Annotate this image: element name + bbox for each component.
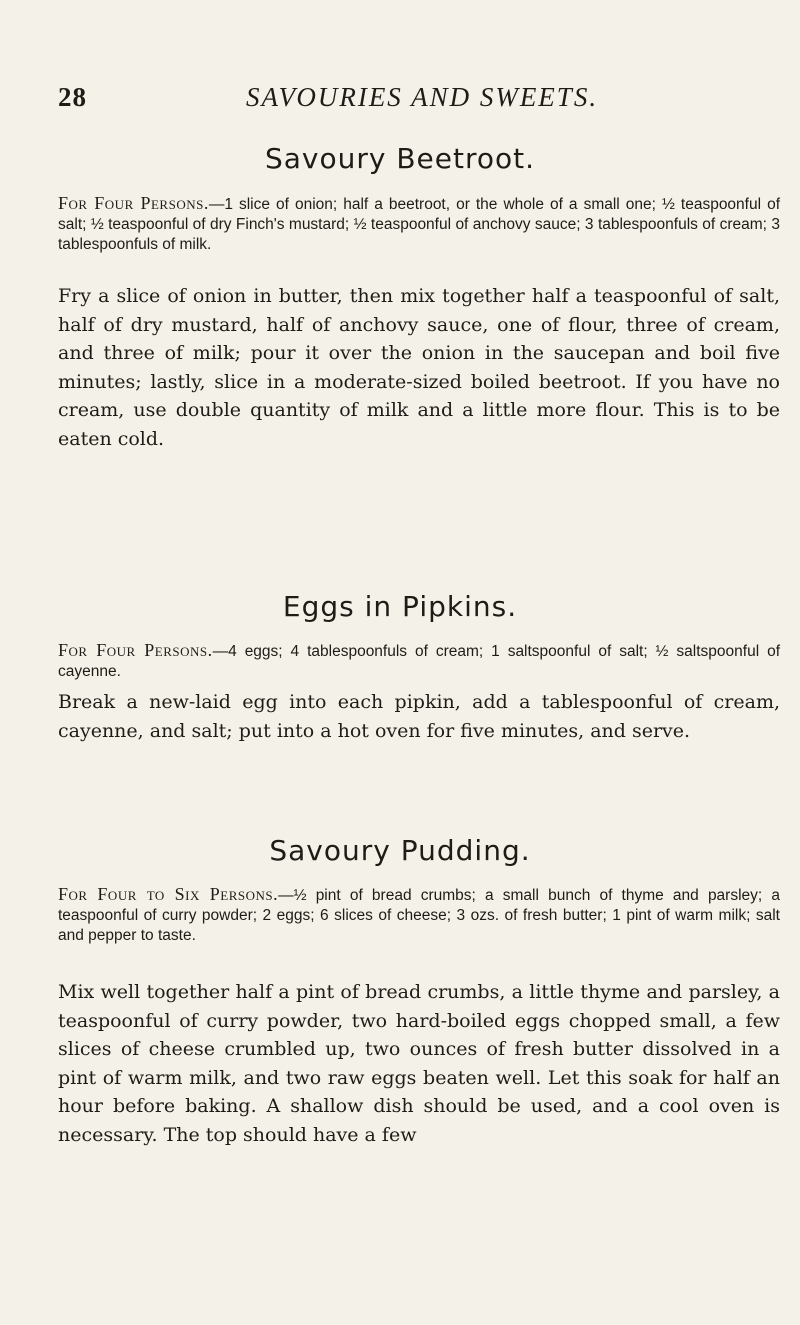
page-number: 28 (58, 82, 87, 112)
page-header (0, 82, 800, 122)
method-savoury-beetroot: Fry a slice of onion in butter, then mix together half a teaspoonful of salt, half of dry mustard, half of anchovy sauce, one of flour, three of cream, and three of milk; pour it over the onion in the saucepan and boil five minutes; lastly, slice in a moderate-sized boiled beetroot. If you have no cream, use double quantity of milk and a little more flour. This is to be eaten cold. (58, 285, 780, 450)
ingredients-text: —4 eggs; 4 tablespoonfuls of cream; 1 saltspoonful of salt; ½ saltspoonful of cayenne. (58, 643, 780, 680)
recipe-title-savoury-beetroot: Savoury Beetroot. (264, 142, 536, 175)
ingredients-savoury-beetroot (58, 193, 780, 255)
persons-label: For Four Persons. (58, 193, 209, 213)
ingredients-text: —1 slice of onion; half a beetroot, or the whole of a small one; ½ teaspoonful of salt; ½ teaspoonful of dry Finch's mustard; ½ teaspoonful of anchovy sauce; 3 tablespoonfuls of cream; 3 tablespoonfuls of milk. (58, 196, 780, 253)
running-head: SAVOURIES AND SWEETS. (246, 82, 599, 112)
recipe-title-eggs-in-pipkins: Eggs in Pipkins. (282, 590, 518, 623)
method-savoury-pudding: Mix well together half a pint of bread crumbs, a little thyme and parsley, a teaspoonful of curry powder, two hard-boiled eggs chopped small, a few slices of cheese crumbled up, two ounces of fresh butter dissolved in a pint of warm milk, and two raw eggs beaten well. Let this soak for half an hour before baking. A shallow dish should be used, and a cool oven is necessary. The top should have a few (58, 981, 780, 1146)
recipe-title-savoury-pudding: Savoury Pudding. (269, 834, 531, 867)
method-eggs-in-pipkins: Break a new-laid egg into each pipkin, add a tablespoonful of cream, cayenne, and salt; put into a hot oven for five minutes, and serve. (58, 691, 780, 742)
ingredients-savoury-pudding (58, 884, 780, 946)
ingredients-eggs-in-pipkins (58, 640, 780, 682)
persons-label: For Four to Six Persons. (58, 884, 279, 904)
ingredients-text: —½ pint of bread crumbs; a small bunch of thyme and parsley; a teaspoonful of curry powder; 2 eggs; 6 slices of cheese; 3 ozs. of fresh butter; 1 pint of warm milk; salt and pepper to taste. (58, 887, 780, 944)
persons-label: For Four Persons. (58, 640, 213, 660)
